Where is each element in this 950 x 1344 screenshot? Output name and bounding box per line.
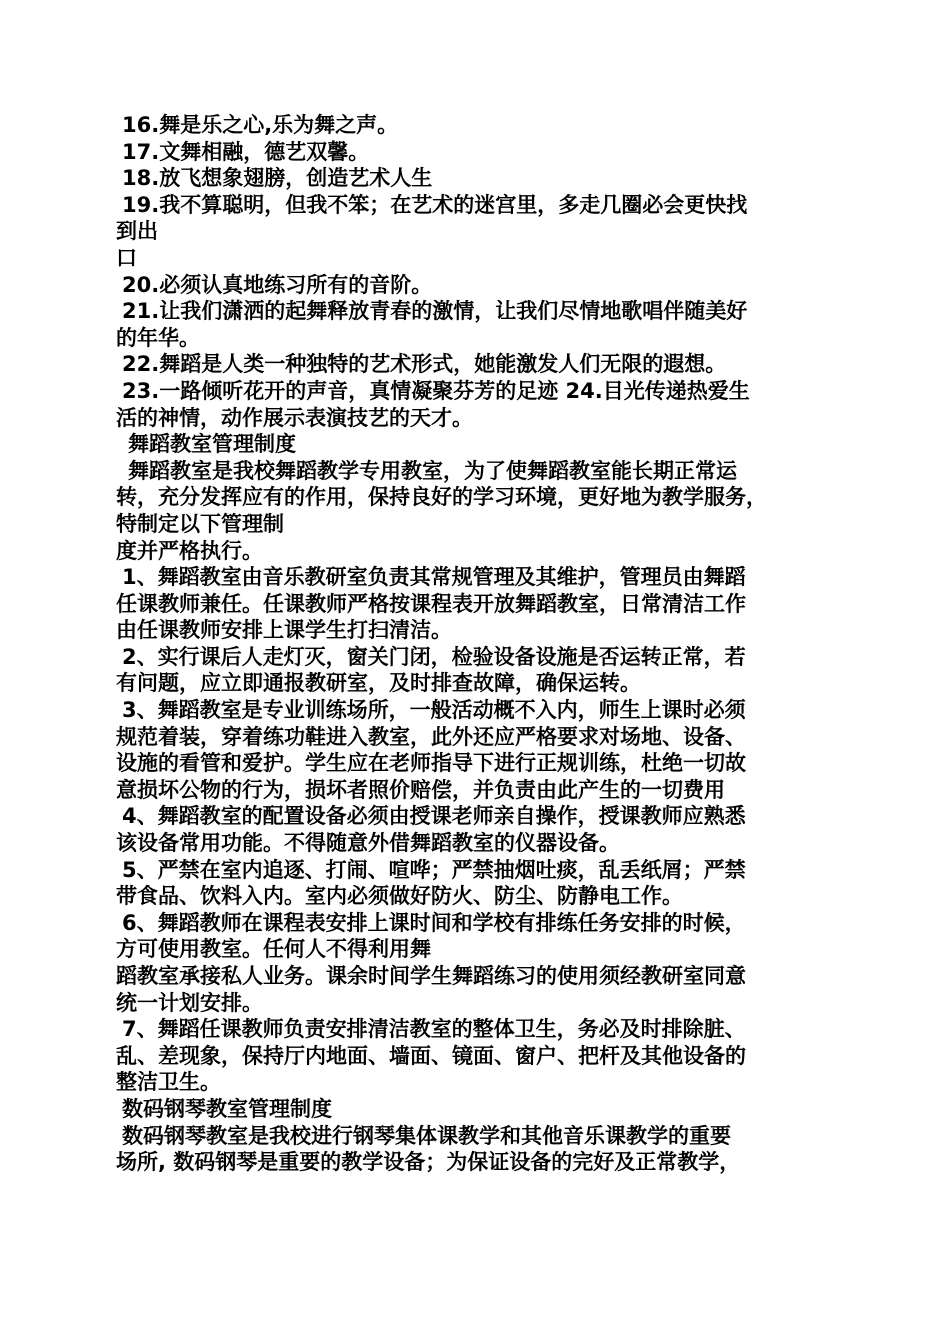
text-line: 带食品、饮料入内。室内必须做好防火、防尘、防静电工作。 (116, 884, 683, 909)
text-line: 5、严禁在室内追逐、打闹、喧哗；严禁抽烟吐痰，乱丢纸屑；严禁 (122, 857, 746, 882)
text-line: 19.我不算聪明，但我不笨；在艺术的迷宫里，多走几圈必会更快找 (122, 192, 748, 217)
text-line: 统一计划安排。 (116, 990, 263, 1015)
text-line: 有问题，应立即通报教研室，及时排查故障，确保运转。 (116, 671, 641, 696)
text-line: 由任课教师安排上课学生打扫清洁。 (116, 618, 452, 643)
text-line: 1、舞蹈教室由音乐教研室负责其常规管理及其维护，管理员由舞蹈 (122, 565, 746, 590)
text-line: 到出 (116, 219, 158, 244)
text-line: 17.文舞相融，德艺双馨。 (122, 139, 370, 164)
text-line: 设施的看管和爱护。学生应在老师指导下进行正规训练，杜绝一切故 (116, 751, 746, 776)
text-line: 数码钢琴教室是我校进行钢琴集体课教学和其他音乐课教学的重要 (122, 1123, 731, 1148)
text-line: 7、舞蹈任课教师负责安排清洁教室的整体卫生，务必及时排除脏、 (122, 1017, 746, 1042)
text-line: 任课教师兼任。任课教师严格按课程表开放舞蹈教室，日常清洁工作 (116, 591, 746, 616)
text-line: 3、舞蹈教室是专业训练场所，一般活动概不入内，师生上课时必须 (122, 698, 746, 723)
text-line: 场所, 数码钢琴是重要的教学设备；为保证设备的完好及正常教学， (116, 1150, 741, 1175)
text-line: 23.一路倾听花开的声音，真情凝聚芬芳的足迹 24.目光传递热爱生 (122, 378, 750, 403)
text-line: 规范着装，穿着练功鞋进入教室，此外还应严格要求对场地、设备、 (116, 724, 746, 749)
text-line: 转，充分发挥应有的作用，保持良好的学习环境，更好地为教学服务， (116, 485, 767, 510)
text-line: 方可使用教室。任何人不得利用舞 (116, 937, 431, 962)
text-line: 20.必须认真地练习所有的音阶。 (122, 272, 433, 297)
document-body (116, 112, 846, 1176)
text-line: 该设备常用功能。不得随意外借舞蹈教室的仪器设备。 (116, 831, 620, 856)
section-heading: 数码钢琴教室管理制度 (122, 1096, 332, 1121)
text-line: 4、舞蹈教室的配置设备必须由授课老师亲自操作，授课教师应熟悉 (122, 804, 746, 829)
text-line: 18.放飞想象翅膀，创造艺术人生 (122, 166, 433, 191)
text-line: 16.舞是乐之心,乐为舞之声。 (122, 113, 399, 137)
text-line: 度并严格执行。 (116, 538, 263, 563)
text-line: 2、实行课后人走灯灭，窗关门闭，检验设备设施是否运转正常，若 (122, 644, 746, 669)
text-line: 6、舞蹈教师在课程表安排上课时间和学校有排练任务安排的时候， (122, 910, 746, 935)
text-line: 活的神情，动作展示表演技艺的天才。 (116, 405, 473, 430)
text-line: 22.舞蹈是人类一种独特的艺术形式，她能激发人们无限的遐想。 (122, 352, 727, 377)
text-line: 蹈教室承接私人业务。课余时间学生舞蹈练习的使用须经教研室同意 (116, 964, 746, 988)
text-line: 乱、差现象，保持厅内地面、墙面、镜面、窗户、把杆及其他设备的 (116, 1043, 746, 1068)
text-line: 舞蹈教室是我校舞蹈教学专用教室，为了使舞蹈教室能长期正常运 (128, 458, 737, 483)
text-line: 口 (116, 245, 137, 270)
text-line: 整洁卫生。 (116, 1070, 221, 1095)
text-line: 意损坏公物的行为，损坏者照价赔偿，并负责由此产生的一切费用 (116, 777, 725, 802)
text-line: 21.让我们潇洒的起舞释放青春的激情，让我们尽情地歌唱伴随美好 (122, 299, 748, 324)
section-heading: 舞蹈教室管理制度 (128, 432, 296, 457)
text-line: 的年华。 (116, 325, 200, 350)
text-line: 特制定以下管理制 (116, 511, 284, 536)
